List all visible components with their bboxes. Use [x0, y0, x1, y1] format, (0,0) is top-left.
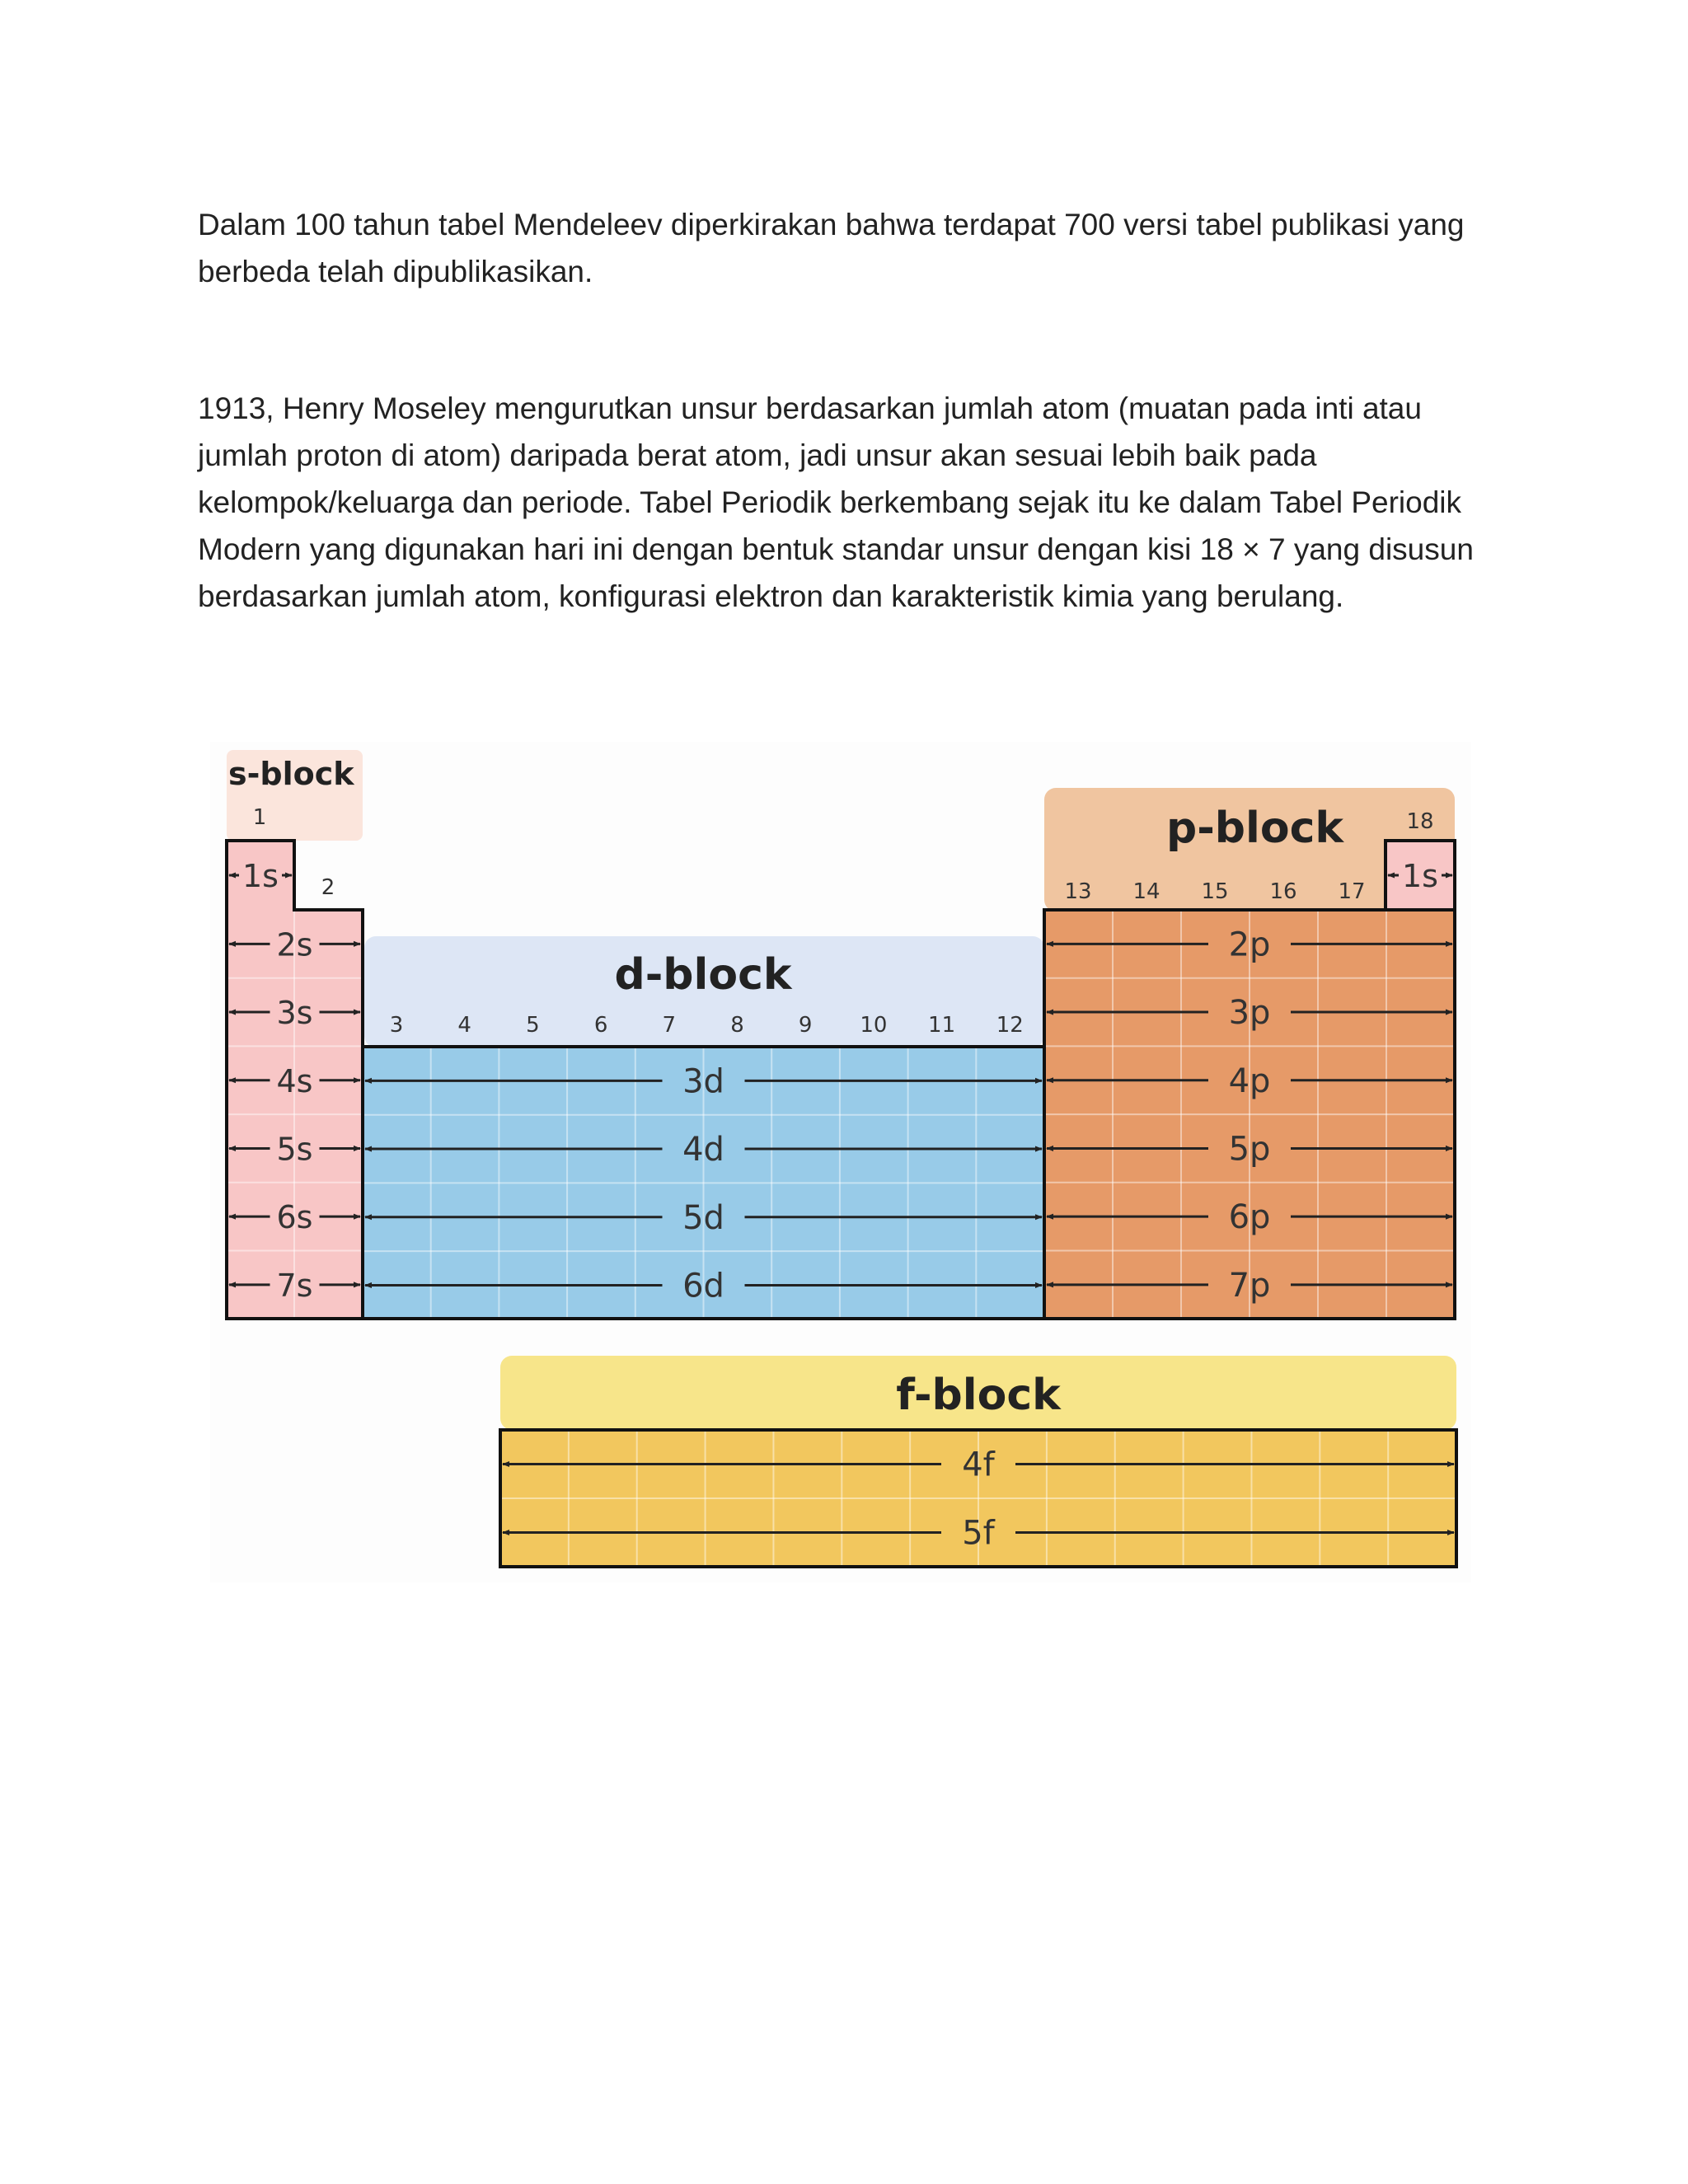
orbital-3d-label: 3d [682, 1062, 724, 1101]
orbital-3s-label: 3s [276, 995, 313, 1032]
orbital-4f-label: 4f [962, 1446, 995, 1484]
group-number: 7 [662, 1013, 677, 1038]
orbital-6d-label: 6d [682, 1267, 724, 1305]
group-number: 1 [252, 805, 267, 830]
group-number: 17 [1338, 879, 1366, 904]
group-number: 14 [1132, 879, 1160, 904]
group-number: 10 [860, 1013, 888, 1038]
orbital-6p-label: 6p [1228, 1198, 1271, 1237]
orbital-6s-label: 6s [276, 1199, 313, 1236]
group-number: 15 [1201, 879, 1229, 904]
group-number: 9 [798, 1013, 813, 1038]
f-block-title: f-block [896, 1371, 1061, 1420]
group-number: 16 [1269, 879, 1297, 904]
orbital-7p-label: 7p [1228, 1266, 1271, 1305]
p-block-title: p-block [1166, 804, 1343, 853]
orbital-3p-label: 3p [1228, 994, 1271, 1033]
orbital-5f-label: 5f [962, 1514, 995, 1553]
s-block-title: s-block [228, 756, 354, 792]
orbital-5p-label: 5p [1228, 1130, 1271, 1169]
group-number: 5 [526, 1013, 540, 1038]
orbital-4p-label: 4p [1228, 1062, 1271, 1100]
group-number: 2 [321, 875, 335, 900]
orbital-5d-label: 5d [682, 1198, 724, 1237]
group-number: 12 [996, 1013, 1024, 1038]
orbital-7s-label: 7s [276, 1267, 313, 1304]
group-number: 3 [389, 1013, 404, 1038]
orbital-2p-label: 2p [1228, 926, 1271, 964]
orbital-1s-he-label: 1s [1402, 858, 1438, 894]
group-number: 6 [593, 1013, 608, 1038]
paragraph-moseley: 1913, Henry Moseley mengurutkan unsur berdasarkan jumlah atom (muatan pada inti atau jumlah proton di atom) daripada berat atom, jadi unsur akan sesuai lebih baik pada kelompok/keluarga dan periode. Tabel Periodik berkembang sejak itu ke dalam Tabel Periodik Modern yang digunakan hari ini dengan bentuk standar unsur dengan kisi 18 × 7 yang disusun berdasarkan jumlah atom, konfigurasi elektron dan karakteristik kimia yang berulang. [198, 391, 1474, 613]
d-block-title: d-block [614, 950, 792, 1000]
orbital-4d-label: 4d [682, 1131, 724, 1169]
group-number: 13 [1064, 879, 1092, 904]
orbital-1s-label: 1s [242, 858, 279, 894]
group-number: 8 [730, 1013, 744, 1038]
group-number: 11 [928, 1013, 956, 1038]
group-number: 18 [1406, 809, 1434, 834]
periodic-table-blocks-diagram [210, 742, 1471, 1582]
orbital-4s-label: 4s [276, 1062, 313, 1099]
orbital-2s-label: 2s [276, 926, 313, 963]
group-number: 4 [457, 1013, 471, 1038]
orbital-5s-label: 5s [276, 1131, 313, 1168]
paragraph-mendeleev: Dalam 100 tahun tabel Mendeleev diperkirakan bahwa terdapat 700 versi tabel publikasi yang berbeda telah dipublikasikan. [198, 208, 1465, 288]
